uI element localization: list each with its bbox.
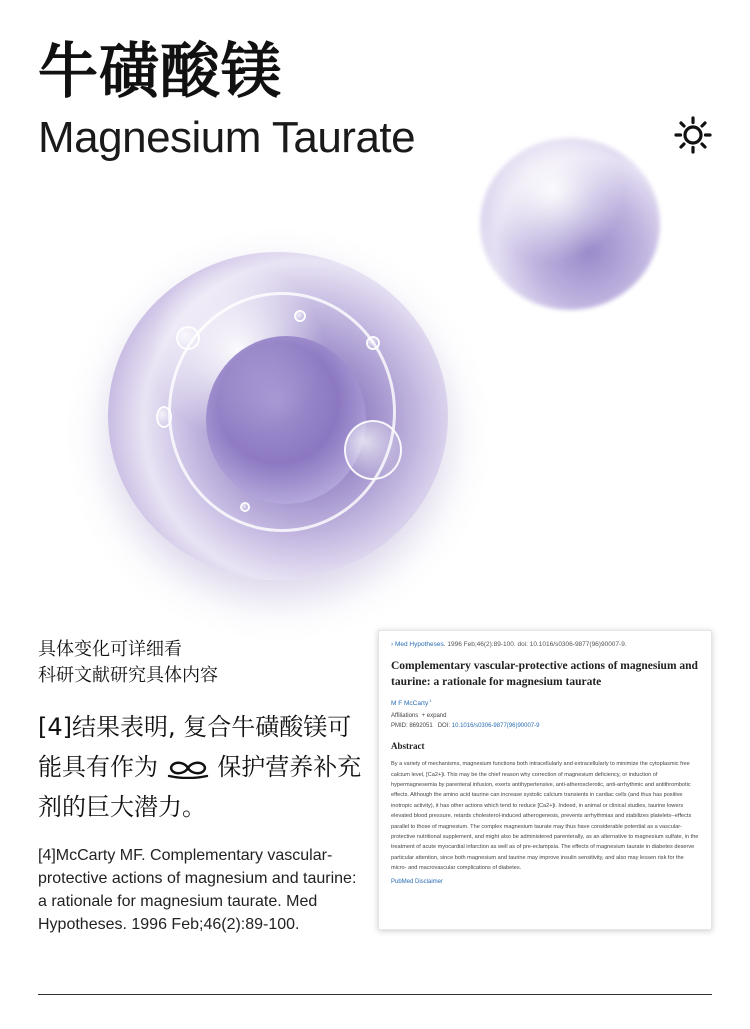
abstract-heading: Abstract [391,741,425,752]
page-title-en: Magnesium Taurate [38,113,416,162]
bubble [176,326,200,350]
lead-line-1: 具体变化可详细看 [38,639,182,660]
identifiers-row [391,723,699,729]
citation-text: [4]McCarty MF. Complementary vascular-protective actions of magnesium and taurine: a rationale for magnesium taurate. Med Hypotheses. 1996 Feb;46(2):89-100. [38,847,357,933]
chevron-right-icon: › [391,641,394,648]
pubmed-disclaimer-link[interactable]: PubMed Disclaimer [391,878,444,885]
affiliations-label: Affiliations [391,713,419,720]
author-name: M F McCarty [391,700,429,708]
bubble [294,310,306,322]
pmid: PMID: 8692051 [391,723,433,730]
journal-details: . 1996 Feb;46(2):89-100. doi: 10.1016/s0306-9877(96)90007-9. [443,641,627,648]
highlight-text-after: 保护营养补充剂的巨大潜力。 [38,753,362,821]
journal-link[interactable]: Med Hypotheses [394,641,444,648]
bottom-divider [38,994,712,995]
pubmed-article-screenshot [378,630,712,930]
page-title-cn: 牛磺酸镁 [38,37,282,107]
affiliations-row [391,713,699,719]
article-title: Complementary vascular-protective actions of magnesium and taurine: a rationale for magnesium taurate [391,660,698,688]
highlight-text [38,707,368,827]
sphere-ring [168,292,396,532]
bubble [156,406,172,428]
author-link[interactable]: M F McCarty $^1$ [391,698,432,708]
lead-line-2: 科研文献研究具体内容 [38,665,218,686]
infinity-icon [166,757,210,779]
doi-link[interactable]: 10.1016/s0306-9877(96)90007-9 [451,723,540,730]
sun-icon [674,116,712,154]
highlight-text-before: [4]结果表明, 复合牛磺酸镁可能具有作为 [38,713,352,781]
bubble [344,420,402,480]
lead-text [38,637,218,689]
bubble [366,336,380,350]
large-sphere-image [108,252,448,580]
abstract-text: By a variety of mechanisms, magnesium functions both intracellularly and extracellularly to minimize the cytoplasmic free calcium level, [Ca2+]i. This may be the chief reason why correction of magnesium deficiency, or induction of hypermagnesemia by parenteral infusion, exerts antihypertensive, anti-atherosclerotic, anti-arrhythmic and antithrombotic effects. Although the amino acid taurine can increase systolic calcium transients in cardiac cells (and thus has positive inotropic activity), it has other actions which tend to reduce [Ca2+]i. Indeed, in animal or clinical studies, taurine lowers elevated blood pressure, retards cholesterol-induced atherogenesis, prevents arrhythmias and stabilizes platelets--effects parallel to those of magnesium. The complex magnesium taurate may thus have considerable potential as a vascular-protective nutritional supplement, and might also be administered parenterally, as an alternative to magnesium sulfate, in the treatment of acute myocardial infarction as well as of pre-eclampsia. The effects of magnesium taurate in diabetes deserve particular attention, since both magnesium and taurine may improve insulin sensitivity, and also may lessen risk for the micro- and macrovascular complications of diabetes. [391,761,699,872]
journal-line [391,640,699,650]
expand-button[interactable]: + expand [421,713,447,720]
bubble [240,502,250,512]
small-sphere-image [480,138,660,310]
doi-label: DOI: [437,723,451,730]
